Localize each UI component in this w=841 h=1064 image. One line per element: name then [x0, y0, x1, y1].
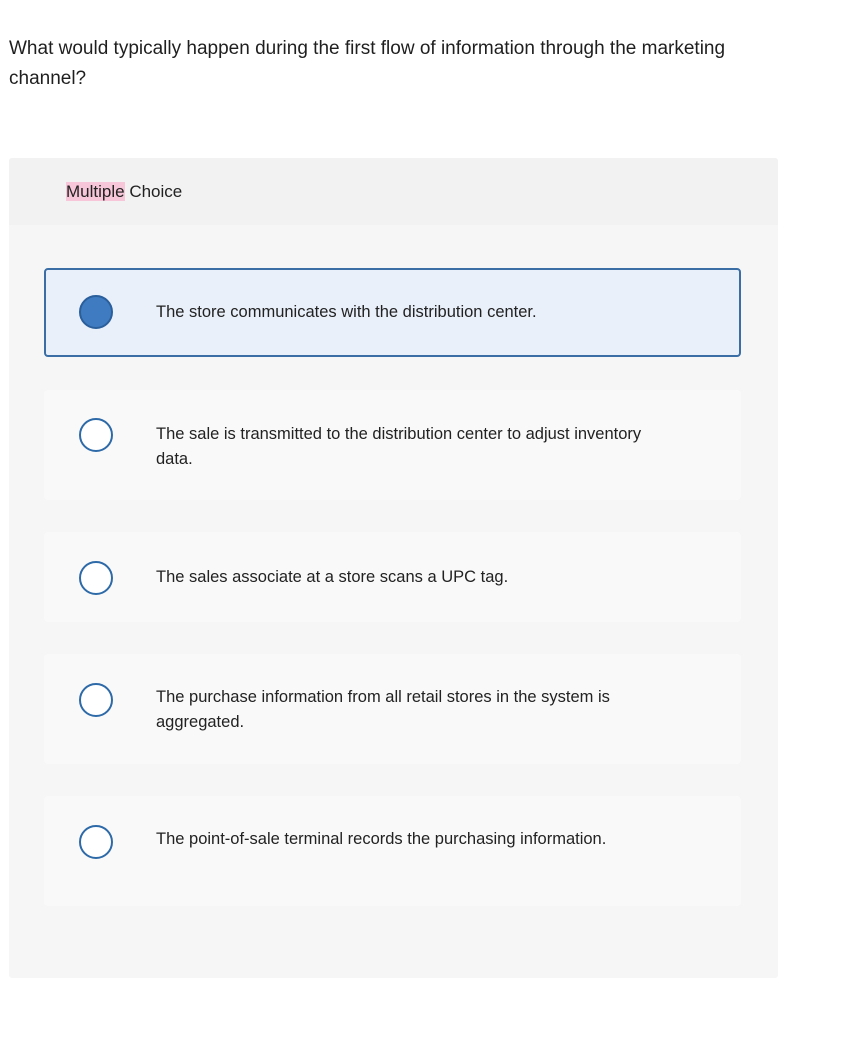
question-type-rest: Choice — [124, 182, 183, 201]
answer-option-text: The sale is transmitted to the distribution center to adjust inventory data. — [156, 425, 642, 468]
answer-option-1[interactable] — [44, 268, 741, 357]
answer-option-text: The purchase information from all retail stores in the system is aggregated. — [156, 688, 610, 731]
radio-unselected-icon[interactable] — [79, 825, 113, 859]
question-text: What would typically happen during the first flow of information through the marketing channel? — [9, 38, 726, 89]
question-type-label — [66, 181, 182, 203]
panel-header — [9, 158, 778, 225]
answer-option-text: The point-of-sale terminal records the purchasing information. — [156, 830, 607, 848]
question-type-highlight: Multiple — [66, 182, 125, 201]
answer-option-4[interactable] — [44, 654, 741, 764]
answer-option-5[interactable] — [44, 796, 741, 906]
radio-selected-icon[interactable] — [79, 295, 113, 329]
radio-unselected-icon[interactable] — [79, 683, 113, 717]
answer-option-2[interactable] — [44, 390, 741, 500]
answer-option-text: The sales associate at a store scans a UPC tag. — [156, 568, 509, 586]
radio-unselected-icon[interactable] — [79, 418, 113, 452]
answer-option-text: The store communicates with the distribution center. — [156, 303, 537, 321]
multiple-choice-panel — [9, 158, 778, 978]
answer-option-3[interactable] — [44, 532, 741, 622]
radio-unselected-icon[interactable] — [79, 561, 113, 595]
